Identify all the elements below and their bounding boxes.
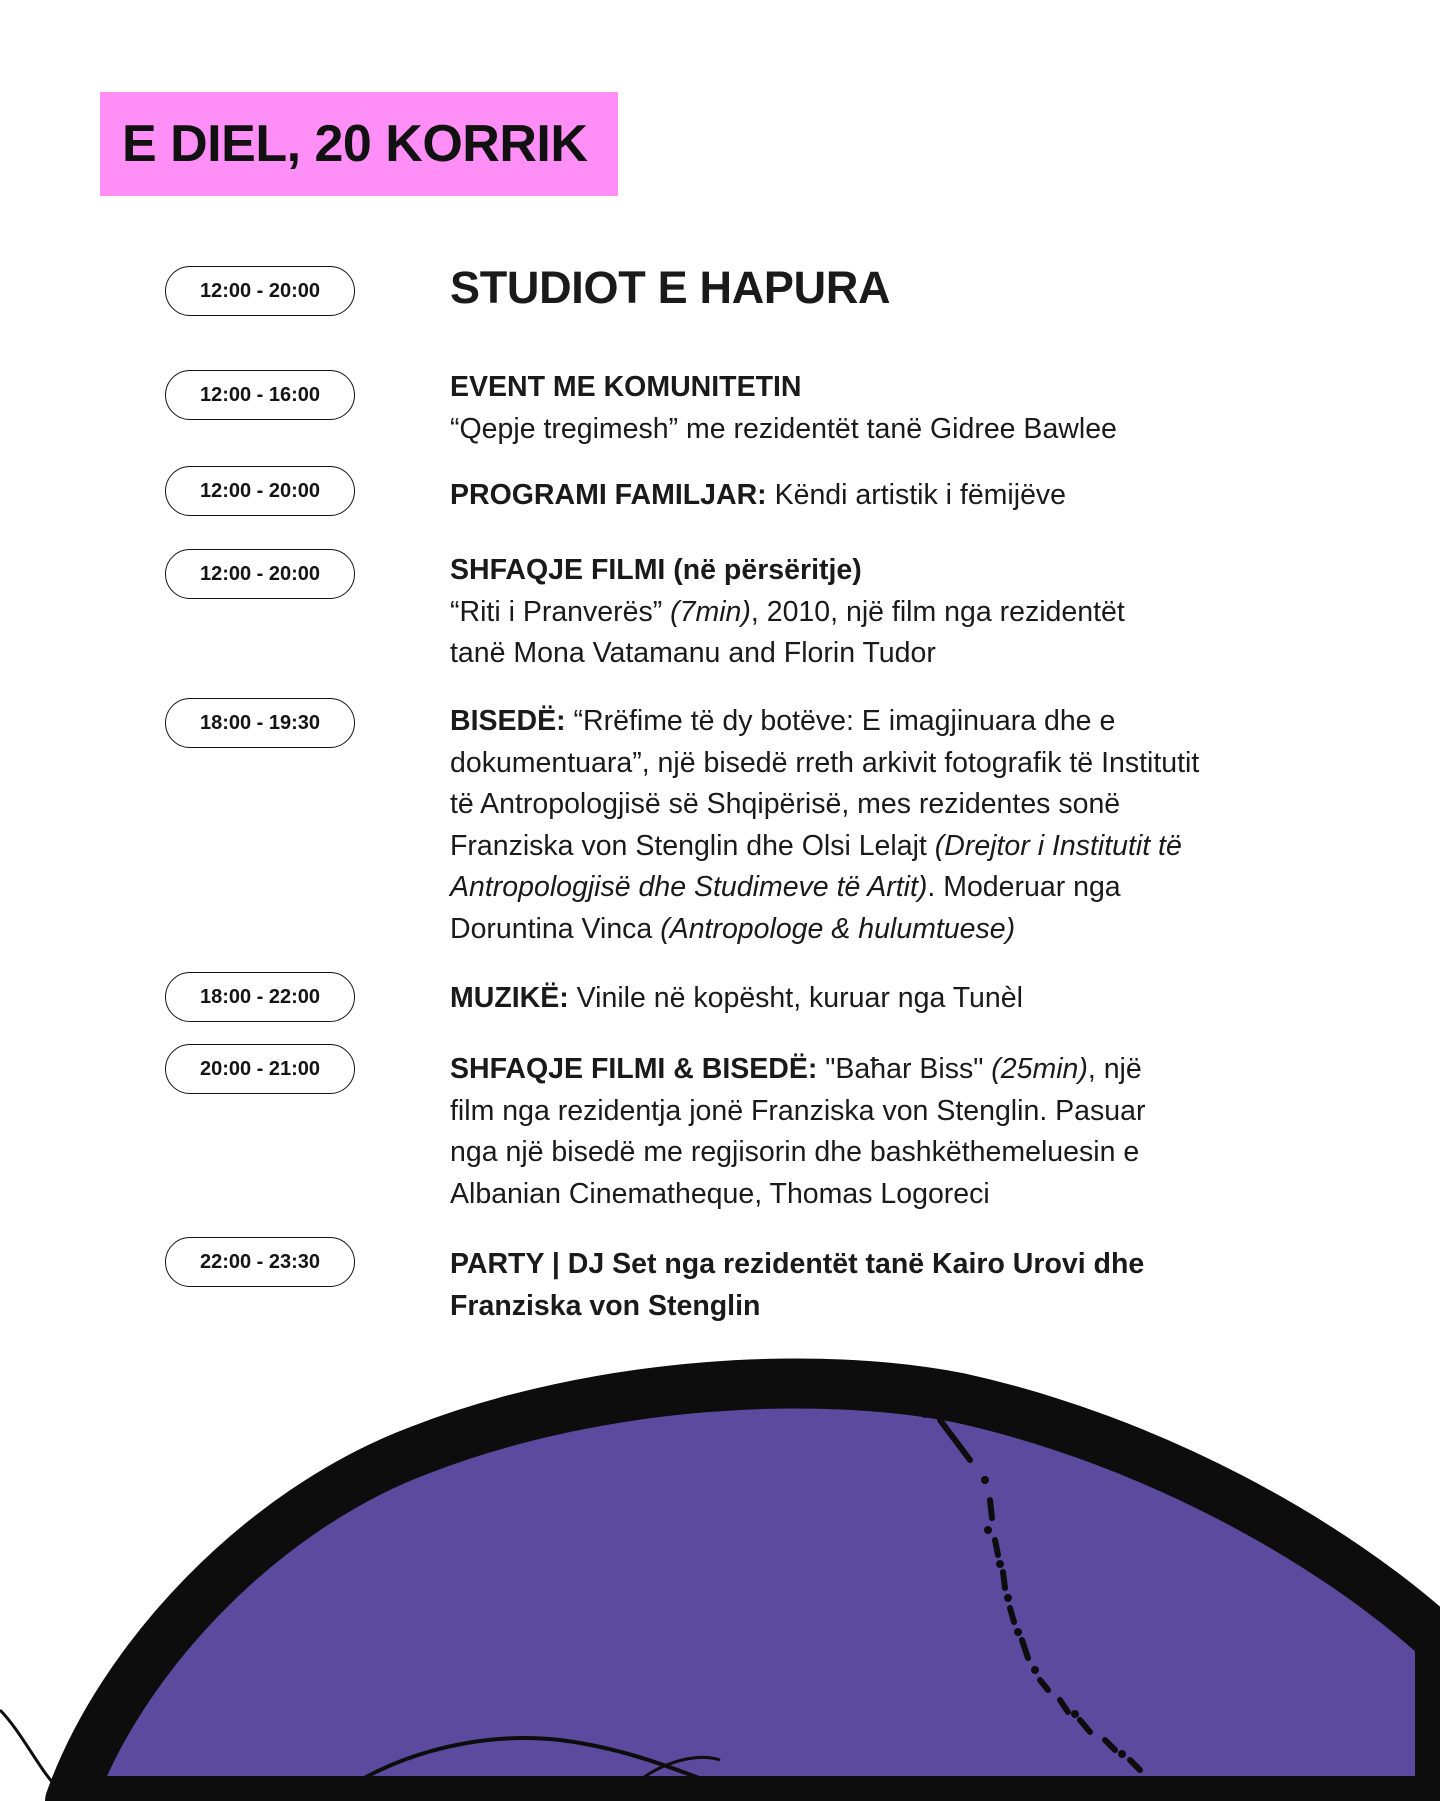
purple-blob bbox=[70, 1383, 1440, 1801]
event-title: PROGRAMI FAMILJAR: bbox=[450, 479, 767, 511]
time-badge-komuniteti: 12:00 - 16:00 bbox=[165, 370, 355, 420]
event-description: , 2010, një film nga rezidentët bbox=[750, 595, 1125, 628]
event-description: dokumentuara”, një bisedë rreth arkivit fotografik të Institutit bbox=[450, 746, 1200, 779]
event-description: tanë Mona Vatamanu and Florin Tudor bbox=[450, 637, 936, 669]
event-title: BISEDË: bbox=[450, 705, 566, 737]
event-description: Këndi artistik i fëmijëve bbox=[766, 479, 1067, 511]
speaker-role: (Antropologe & hulumtuese) bbox=[660, 912, 1016, 945]
event-bisede bbox=[450, 701, 1330, 950]
event-description: film nga rezidentja jonë Franziska von Stenglin. Pasuar bbox=[450, 1094, 1146, 1127]
event-description: “Rrëfime të dy botëve: E imagjinuara dhe e bbox=[565, 705, 1116, 737]
event-title: SHFAQJE FILMI (në përsëritje) bbox=[450, 554, 862, 586]
event-description: Franziska von Stenglin dhe Olsi Lelajt bbox=[450, 829, 935, 862]
speaker-role: Antropologjisë dhe Studimeve të Artit) bbox=[450, 871, 928, 903]
event-description: Albanian Cinematheque, Thomas Logoreci bbox=[450, 1177, 990, 1210]
time-badge-film-perseritje: 12:00 - 20:00 bbox=[165, 549, 355, 599]
date-banner bbox=[100, 92, 618, 196]
event-title: EVENT ME KOMUNITETIN bbox=[450, 371, 802, 403]
film-duration: (25min) bbox=[991, 1053, 1088, 1085]
event-title: Franziska von Stenglin bbox=[450, 1289, 761, 1322]
event-shfaqje-filmi bbox=[450, 550, 1330, 675]
time-badge-familjar: 12:00 - 20:00 bbox=[165, 466, 355, 516]
date-title: E DIEL, 20 KORRIK bbox=[122, 115, 588, 173]
event-muzike bbox=[450, 978, 1330, 1020]
event-programi-familjar bbox=[450, 475, 1330, 517]
decorative-artwork bbox=[0, 1340, 1440, 1801]
event-description: “Riti i Pranverës” bbox=[450, 595, 671, 628]
speaker-role: (Drejtor i Institutit të bbox=[934, 829, 1182, 862]
event-description: Doruntina Vinca bbox=[450, 912, 661, 945]
event-title: STUDIOT E HAPURA bbox=[450, 262, 891, 313]
event-description: , një bbox=[1087, 1053, 1142, 1085]
event-description: Vinile në kopësht, kuruar nga Tunèl bbox=[568, 982, 1023, 1014]
time-badge-film-bisede: 20:00 - 21:00 bbox=[165, 1044, 355, 1094]
film-duration: (7min) bbox=[670, 595, 751, 628]
event-title: PARTY | DJ Set nga rezidentët tanë Kairo Urovi dhe bbox=[450, 1248, 1145, 1280]
event-title: MUZIKË: bbox=[450, 982, 569, 1014]
event-party bbox=[450, 1244, 1330, 1327]
event-komuniteti bbox=[450, 367, 1330, 450]
event-description: të Antropologjisë së Shqipërisë, mes rezidentes sonë bbox=[450, 788, 1121, 820]
event-film-bisede bbox=[450, 1049, 1330, 1215]
time-badge-bisede: 18:00 - 19:30 bbox=[165, 698, 355, 748]
time-badge-muzike: 18:00 - 22:00 bbox=[165, 972, 355, 1022]
time-badge-party: 22:00 - 23:30 bbox=[165, 1237, 355, 1287]
event-title: SHFAQJE FILMI & BISEDË: bbox=[450, 1053, 818, 1085]
event-studiot-e-hapura bbox=[450, 262, 1330, 314]
time-badge-studiot: 12:00 - 20:00 bbox=[165, 266, 355, 316]
event-description: “Qepje tregimesh” me rezidentët tanë Gidree Bawlee bbox=[450, 412, 1117, 445]
event-description: . Moderuar nga bbox=[927, 871, 1121, 903]
event-description: nga një bisedë me regjisorin dhe bashkëthemeluesin e bbox=[450, 1136, 1140, 1168]
event-description: "Baħar Biss" bbox=[817, 1053, 992, 1085]
